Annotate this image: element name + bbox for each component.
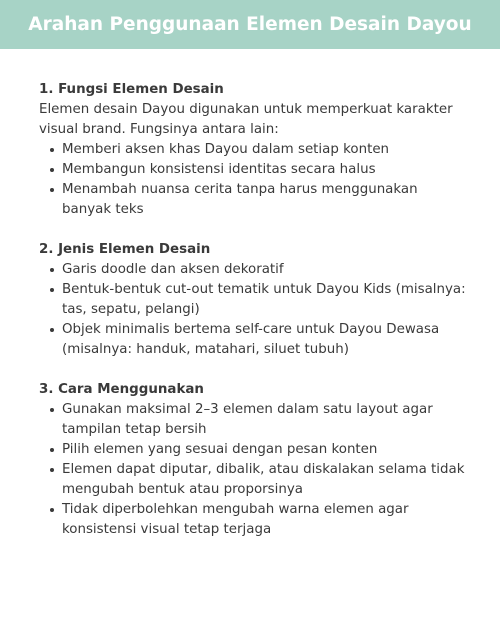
bullet-icon: [50, 508, 54, 512]
bullet-list: [39, 140, 469, 220]
page-title: Arahan Penggunaan Elemen Desain Dayou: [28, 14, 472, 35]
list-item-text: Elemen dapat diputar, dibalik, atau diskalakan selama tidak mengubah bentuk atau proporsinya: [62, 462, 465, 497]
list-item-text: Bentuk-bentuk cut-out tematik untuk Dayou Kids (misalnya: tas, sepatu, pelangi): [62, 282, 466, 317]
bullet-icon: [50, 408, 54, 412]
list-item: [39, 440, 469, 460]
list-item-text: Membangun konsistensi identitas secara halus: [62, 162, 376, 177]
list-item: [39, 460, 469, 500]
list-item: [39, 500, 469, 540]
section-title: 2. Jenis Elemen Desain: [39, 242, 211, 257]
bullet-icon: [50, 448, 54, 452]
list-item: [39, 260, 469, 280]
bullet-icon: [50, 168, 54, 172]
section-fungsi: [39, 80, 469, 220]
bullet-icon: [50, 468, 54, 472]
list-item-text: Menambah nuansa cerita tanpa harus menggunakan banyak teks: [62, 182, 418, 217]
bullet-list: [39, 260, 469, 360]
list-item: [39, 320, 469, 360]
list-item: [39, 280, 469, 320]
list-item-text: Pilih elemen yang sesuai dengan pesan konten: [62, 442, 378, 457]
bullet-icon: [50, 188, 54, 192]
content-body: [39, 80, 469, 560]
list-item: [39, 140, 469, 160]
list-item-text: Memberi aksen khas Dayou dalam setiap konten: [62, 142, 390, 157]
list-item-text: Garis doodle dan aksen dekoratif: [62, 262, 284, 277]
section-title: 1. Fungsi Elemen Desain: [39, 82, 224, 97]
list-item-text: Tidak diperbolehkan mengubah warna elemen agar konsistensi visual tetap terjaga: [62, 502, 409, 537]
bullet-icon: [50, 288, 54, 292]
bullet-icon: [50, 148, 54, 152]
list-item-text: Gunakan maksimal 2–3 elemen dalam satu layout agar tampilan tetap bersih: [62, 402, 433, 437]
list-item: [39, 180, 469, 220]
bullet-icon: [50, 268, 54, 272]
header-banner: [0, 0, 500, 49]
bullet-list: [39, 400, 469, 540]
list-item-text: Objek minimalis bertema self-care untuk Dayou Dewasa (misalnya: handuk, matahari, siluet tubuh): [62, 322, 440, 357]
bullet-icon: [50, 328, 54, 332]
section-title: 3. Cara Menggunakan: [39, 382, 204, 397]
list-item: [39, 400, 469, 440]
section-intro: Elemen desain Dayou digunakan untuk memperkuat karakter visual brand. Fungsinya antara lain:: [39, 102, 453, 137]
list-item: [39, 160, 469, 180]
section-cara: [39, 380, 469, 540]
section-jenis: [39, 240, 469, 360]
